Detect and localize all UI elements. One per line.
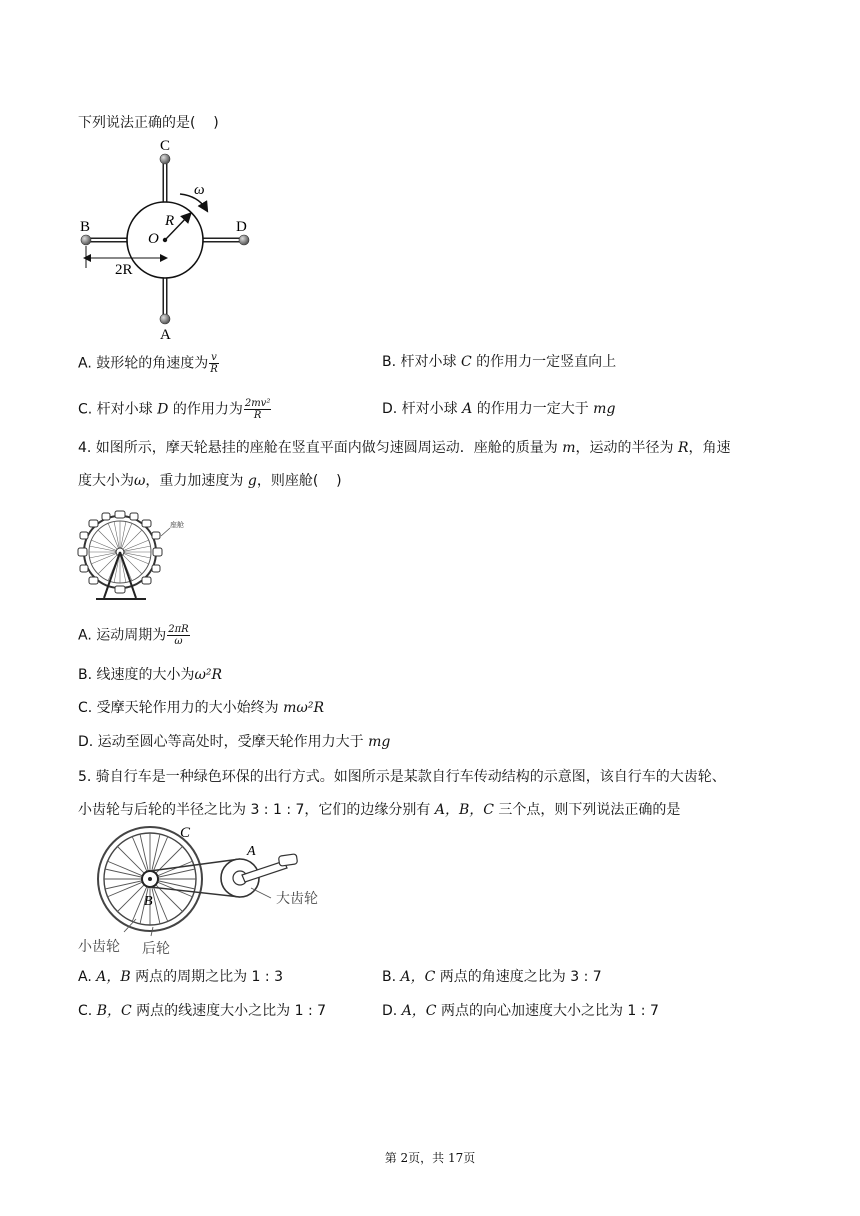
q4-option-b: B. 线速度的大小为ω²R	[78, 667, 223, 683]
q4-stem-line2: 度大小为ω，重力加速度为 g，则座舱( )	[78, 473, 342, 489]
label-D: D	[236, 219, 247, 235]
drum-wheel-figure	[72, 136, 262, 346]
bicycle-transmission-figure	[76, 823, 346, 959]
label-C: C	[180, 825, 191, 841]
q5-option-b: B. A，C 两点的角速度之比为 3 : 7	[382, 969, 602, 985]
q5-option-d: D. A，C 两点的向心加速度大小之比为 1 : 7	[382, 1003, 659, 1019]
q5-stem-line1: 5. 骑自行车是一种绿色环保的出行方式。如图所示是某款自行车传动结构的示意图，该自行车的大齿轮、	[78, 769, 726, 785]
q4-stem-line1: 4. 如图所示，摩天轮悬挂的座舱在竖直平面内做匀速圆周运动．座舱的质量为 m，运动的半径为 R，角速	[78, 440, 731, 456]
q3-option-a: A. 鼓形轮的角速度为 $\frac{v}{R}$	[78, 352, 218, 375]
label-A: A	[247, 844, 256, 859]
label-rear-wheel: 后轮	[142, 941, 170, 957]
label-A: A	[160, 327, 171, 343]
label-B: B	[144, 894, 153, 909]
label-C: C	[160, 138, 171, 154]
label-big-gear: 大齿轮	[276, 891, 318, 907]
q4-option-d: D. 运动至圆心等高处时，受摩天轮作用力大于 mg	[78, 734, 391, 750]
q3-option-c: C. 杆对小球 D 的作用力为 $\frac{\text{2mv²}}{R}$	[78, 398, 271, 421]
q5-option-a: A. A，B 两点的周期之比为 1 : 3	[78, 969, 283, 985]
q4-option-c: C. 受摩天轮作用力的大小始终为 mω²R	[78, 700, 324, 716]
q5-option-c: C. B，C 两点的线速度大小之比为 1 : 7	[78, 1003, 327, 1019]
label-omega: ω	[194, 182, 205, 198]
label-R: R	[165, 213, 175, 229]
page-footer: 第 2页，共 17页	[384, 1151, 476, 1165]
label-cabin: 座舱	[170, 521, 184, 529]
q3-option-d: D. 杆对小球 A 的作用力一定大于 mg	[382, 401, 616, 417]
q3-option-b: B. 杆对小球 C 的作用力一定竖直向上	[382, 354, 617, 370]
label-B: B	[80, 219, 91, 235]
q5-stem-line2: 小齿轮与后轮的半径之比为 3 : 1 : 7，它们的边缘分别有 A，B，C 三个点，则下列说法正确的是	[78, 802, 681, 818]
q3-stem: 下列说法正确的是( )	[78, 115, 219, 131]
q4-option-a: A. 运动周期为 $\frac{2\pi R}{\omega}$	[78, 624, 189, 647]
label-2R: 2R	[115, 262, 133, 278]
ferris-wheel-figure	[76, 508, 194, 604]
label-O: O	[148, 231, 159, 247]
label-small-gear: 小齿轮	[78, 939, 120, 955]
